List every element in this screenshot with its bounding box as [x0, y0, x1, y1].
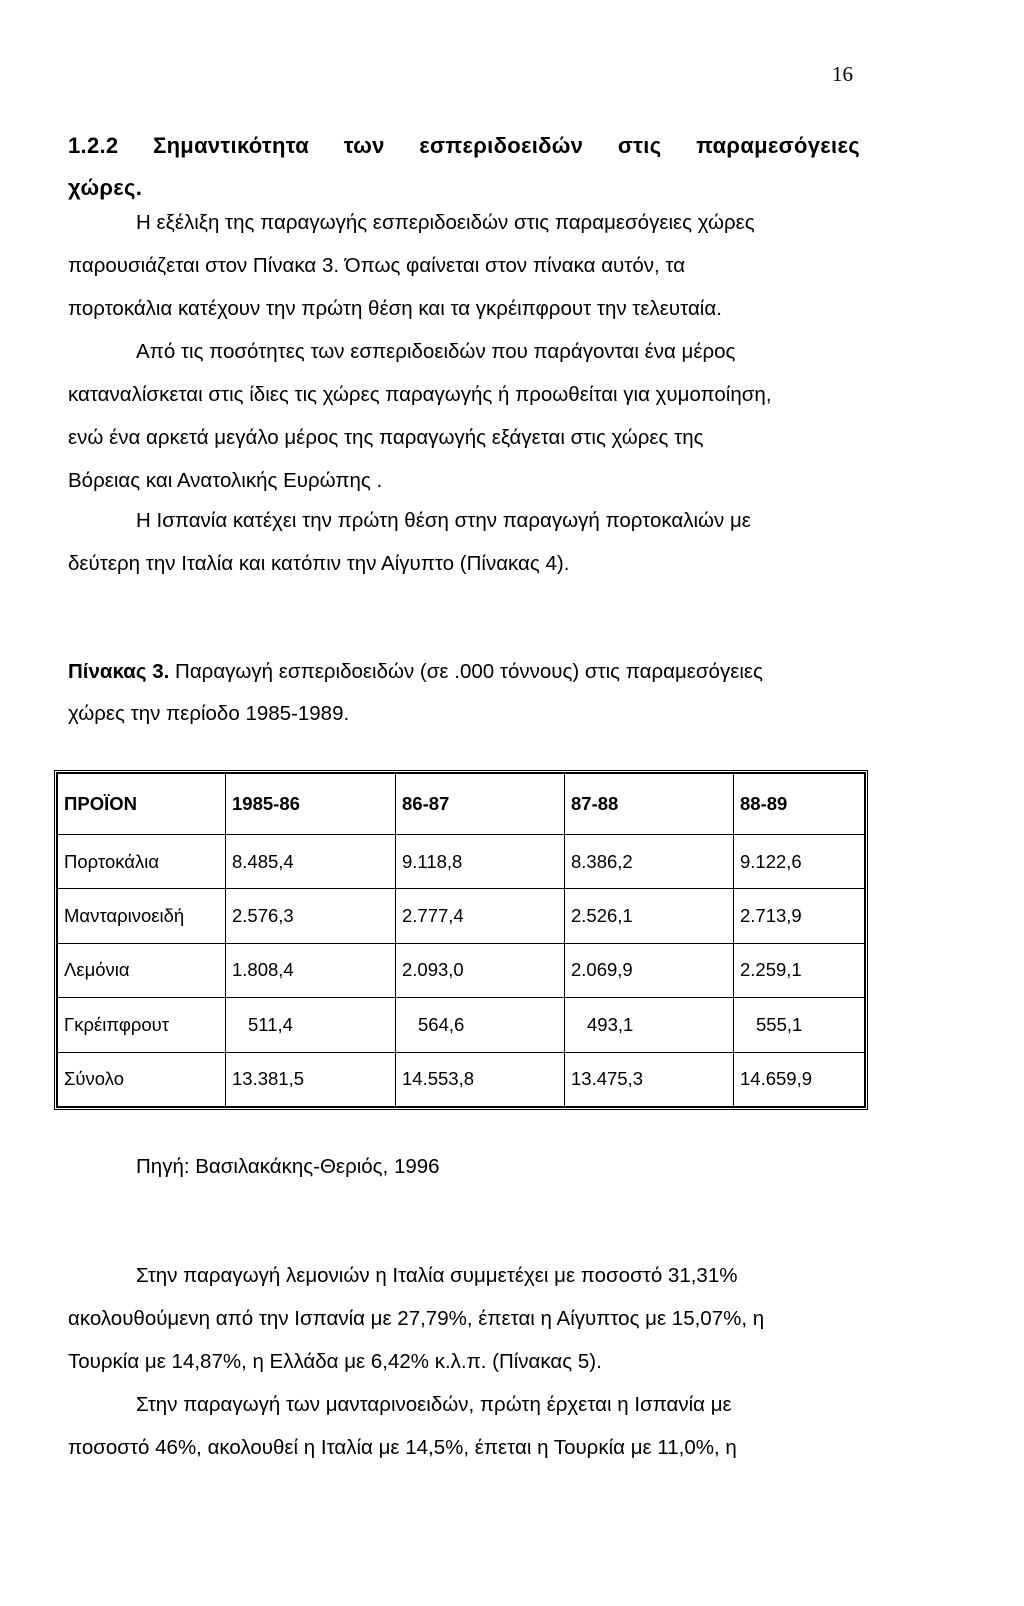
table-row: [58, 889, 865, 943]
paragraph-1: [68, 207, 860, 320]
table-cell: 511,4: [226, 998, 396, 1052]
heading-word: παραμεσόγειες: [696, 133, 860, 158]
paragraph-4: [68, 1260, 860, 1380]
header-cell: 88-89: [734, 774, 865, 835]
paragraph-3: [68, 505, 860, 575]
table-cell: 2.576,3: [226, 889, 396, 943]
table-row: [58, 835, 865, 889]
caption-text: Παραγωγή εσπεριδοειδών (σε .000 τόννους) στις παραμεσόγειες: [169, 660, 763, 683]
table-row: [58, 998, 865, 1052]
text-line: πορτοκάλια κατέχουν την πρώτη θέση και τα γκρέιπφρουτ την τελευταία.: [68, 297, 722, 320]
text-line: παρουσιάζεται στον Πίνακα 3. Όπως φαίνεται στον πίνακα αυτόν, τα: [68, 254, 686, 277]
table-cell: 13.475,3: [565, 1052, 734, 1106]
text-line: Η εξέλιξη της παραγωγής εσπεριδοειδών στις παραμεσόγειες χώρες: [136, 211, 755, 234]
table-cell: Σύνολο: [58, 1052, 226, 1106]
text-line: Στην παραγωγή λεμονιών η Ιταλία συμμετέχει με ποσοστό 31,31%: [136, 1264, 738, 1287]
section-heading-continuation: χώρες.: [68, 175, 143, 200]
text-line: καταναλίσκεται στις ίδιες τις χώρες παραγωγής ή προωθείται για χυμοποίηση,: [68, 383, 772, 406]
table-cell: 8.386,2: [565, 835, 734, 889]
production-table: [54, 770, 868, 1110]
table-cell: 14.659,9: [734, 1052, 865, 1106]
section-heading: [68, 126, 860, 166]
table-header-row: [58, 774, 865, 835]
paragraph-2: [68, 336, 860, 492]
header-cell: 87-88: [565, 774, 734, 835]
heading-word: στις: [617, 133, 662, 158]
text-line: Στην παραγωγή των μανταρινοειδών, πρώτη έρχεται η Ισπανία με: [136, 1393, 732, 1416]
table-caption-continuation: χώρες την περίοδο 1985-1989.: [68, 702, 350, 725]
text-line: ποσοστό 46%, ακολουθεί η Ιταλία με 14,5%, έπεται η Τουρκία με 11,0%, η: [68, 1436, 737, 1459]
table-cell: 2.777,4: [396, 889, 565, 943]
heading-word: Σημαντικότητα: [153, 133, 310, 158]
text-line: Βόρειας και Ανατολικής Ευρώπης .: [68, 469, 383, 492]
header-cell: ΠΡΟΪΟΝ: [58, 774, 226, 835]
table-cell: 1.808,4: [226, 943, 396, 997]
text-line: Από τις ποσότητες των εσπεριδοειδών που παράγονται ένα μέρος: [136, 340, 736, 363]
table-cell: 493,1: [565, 998, 734, 1052]
heading-word: των: [343, 133, 385, 158]
heading-word: 1.2.2: [68, 133, 119, 158]
table-caption: [68, 660, 860, 684]
table-cell: 2.526,1: [565, 889, 734, 943]
page-number: 16: [832, 62, 853, 86]
table-row: [58, 943, 865, 997]
text-line: ακολουθούμενη από την Ισπανία με 27,79%, έπεται η Αίγυπτος με 15,07%, η: [68, 1307, 765, 1330]
table-cell: 2.093,0: [396, 943, 565, 997]
table-cell: Γκρέιπφρουτ: [58, 998, 226, 1052]
table-cell: Λεμόνια: [58, 943, 226, 997]
table-cell: Πορτοκάλια: [58, 835, 226, 889]
table-cell: 13.381,5: [226, 1052, 396, 1106]
text-line: δεύτερη την Ιταλία και κατόπιν την Αίγυπτο (Πίνακας 4).: [68, 552, 570, 575]
header-cell: 1985-86: [226, 774, 396, 835]
table-cell: 8.485,4: [226, 835, 396, 889]
table-cell: 9.122,6: [734, 835, 865, 889]
table-source: Πηγή: Βασιλακάκης-Θεριός, 1996: [136, 1155, 440, 1178]
paragraph-5: [68, 1389, 860, 1469]
table-cell: 564,6: [396, 998, 565, 1052]
header-cell: 86-87: [396, 774, 565, 835]
table-cell: 2.069,9: [565, 943, 734, 997]
caption-label: Πίνακας 3.: [68, 660, 170, 683]
text-line: ενώ ένα αρκετά μεγάλο μέρος της παραγωγής εξάγεται στις χώρες της: [68, 426, 704, 449]
heading-word: εσπεριδοειδών: [419, 133, 584, 158]
text-line: Η Ισπανία κατέχει την πρώτη θέση στην παραγωγή πορτοκαλιών με: [136, 509, 751, 532]
table-row: [58, 1052, 865, 1106]
table-cell: 14.553,8: [396, 1052, 565, 1106]
table-cell: 2.713,9: [734, 889, 865, 943]
table-cell: Μανταρινοειδή: [58, 889, 226, 943]
table-cell: 555,1: [734, 998, 865, 1052]
table-cell: 2.259,1: [734, 943, 865, 997]
text-line: Τουρκία με 14,87%, η Ελλάδα με 6,42% κ.λ.π. (Πίνακας 5).: [68, 1350, 602, 1373]
table-cell: 9.118,8: [396, 835, 565, 889]
